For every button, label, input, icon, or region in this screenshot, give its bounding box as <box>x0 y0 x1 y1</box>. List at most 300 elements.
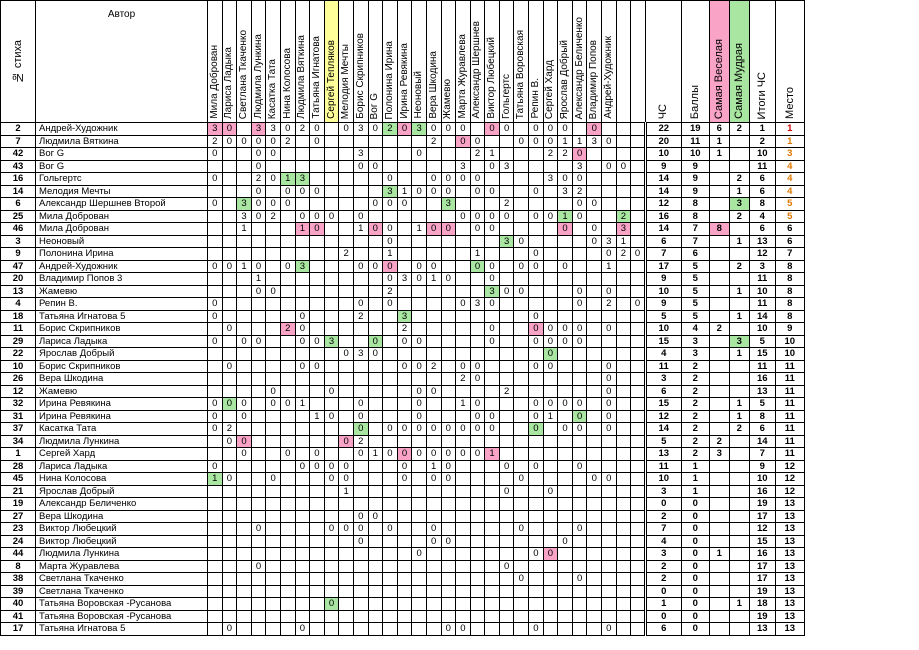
vote-cell <box>470 385 485 398</box>
vote-cell: 1 <box>295 223 310 236</box>
vote-cell <box>368 135 383 148</box>
vote-cell <box>208 373 223 386</box>
vote-cell <box>280 410 295 423</box>
vote-cell: 0 <box>514 135 529 148</box>
vote-cell <box>222 310 237 323</box>
vote-cell <box>602 310 617 323</box>
vote-cell <box>295 285 310 298</box>
vote-cell <box>208 248 223 261</box>
vote-cell <box>324 535 339 548</box>
vote-cell <box>208 548 223 561</box>
vote-cell <box>368 623 383 636</box>
vote-cell <box>397 598 412 611</box>
vote-cell: 0 <box>441 173 456 186</box>
header-voter: Андрей-Художник <box>602 1 617 123</box>
vote-cell <box>251 323 266 336</box>
vote-cell: 0 <box>470 448 485 461</box>
vote-cell <box>383 410 398 423</box>
header-voter: Вог G <box>368 1 383 123</box>
vote-cell: 0 <box>631 248 646 261</box>
vote-cell <box>499 335 514 348</box>
vote-cell <box>310 323 325 336</box>
vote-cell: 3 <box>397 273 412 286</box>
vote-cell <box>631 535 646 548</box>
vote-cell <box>514 185 529 198</box>
stat-cell: 13 <box>775 585 804 598</box>
vote-cell <box>441 310 456 323</box>
vote-cell: 0 <box>426 260 441 273</box>
author-name: Лариса Ладыка <box>36 335 208 348</box>
vote-cell: 0 <box>529 460 544 473</box>
vote-cell <box>251 435 266 448</box>
vote-cell <box>470 485 485 498</box>
poem-number: 24 <box>1 535 36 548</box>
stat-cell: 13 <box>775 535 804 548</box>
vote-cell <box>631 185 646 198</box>
stat-cell: 2 <box>729 423 749 436</box>
vote-cell: 0 <box>543 398 558 411</box>
vote-cell: 0 <box>456 173 471 186</box>
vote-cell <box>558 360 573 373</box>
vote-cell <box>602 598 617 611</box>
vote-cell: 0 <box>514 473 529 486</box>
table-row <box>1 485 805 498</box>
vote-cell <box>310 273 325 286</box>
vote-cell <box>543 385 558 398</box>
author-name: Виктор Любецкий <box>36 523 208 536</box>
vote-cell <box>631 310 646 323</box>
vote-cell <box>616 598 631 611</box>
vote-cell <box>310 473 325 486</box>
vote-cell <box>572 435 587 448</box>
vote-cell <box>397 223 412 236</box>
stat-cell: 2 <box>681 373 709 386</box>
vote-cell <box>558 623 573 636</box>
stat-cell <box>709 210 729 223</box>
vote-cell <box>441 510 456 523</box>
vote-cell <box>514 198 529 211</box>
stat-cell: 1 <box>729 348 749 361</box>
vote-cell <box>485 173 500 186</box>
vote-cell: 0 <box>324 460 339 473</box>
vote-cell: 3 <box>383 185 398 198</box>
vote-cell: 1 <box>616 235 631 248</box>
vote-cell <box>324 485 339 498</box>
stat-cell: 16 <box>645 210 681 223</box>
vote-cell <box>339 398 354 411</box>
vote-cell <box>310 523 325 536</box>
stat-cell <box>709 248 729 261</box>
vote-cell <box>587 248 602 261</box>
vote-cell <box>368 298 383 311</box>
vote-cell: 0 <box>412 448 427 461</box>
vote-cell <box>310 348 325 361</box>
vote-cell: 0 <box>353 523 368 536</box>
vote-cell <box>485 398 500 411</box>
vote-cell: 0 <box>412 360 427 373</box>
vote-cell <box>572 235 587 248</box>
poem-number: 3 <box>1 235 36 248</box>
table-row <box>1 535 805 548</box>
vote-cell <box>295 573 310 586</box>
vote-cell: 3 <box>324 335 339 348</box>
stat-cell: 9 <box>645 298 681 311</box>
vote-cell <box>353 623 368 636</box>
vote-cell <box>514 373 529 386</box>
stat-cell <box>729 610 749 623</box>
vote-cell: 2 <box>397 323 412 336</box>
vote-cell <box>266 298 281 311</box>
stat-cell: 9 <box>645 160 681 173</box>
vote-cell <box>616 535 631 548</box>
vote-cell <box>441 135 456 148</box>
header-voter: Борис Скрипников <box>353 1 368 123</box>
author-name: Репин В. <box>36 298 208 311</box>
vote-cell <box>529 610 544 623</box>
vote-cell <box>397 498 412 511</box>
vote-cell: 0 <box>426 123 441 136</box>
vote-cell <box>558 585 573 598</box>
author-name: Ярослав Добрый <box>36 348 208 361</box>
vote-cell: 0 <box>441 123 456 136</box>
author-name: Татьяна Игнатова 5 <box>36 310 208 323</box>
vote-cell <box>310 160 325 173</box>
poem-number: 19 <box>1 498 36 511</box>
vote-cell <box>616 360 631 373</box>
vote-cell <box>266 598 281 611</box>
stat-cell: 12 <box>775 460 804 473</box>
vote-cell <box>295 523 310 536</box>
vote-cell <box>602 610 617 623</box>
vote-cell <box>529 485 544 498</box>
vote-cell <box>353 335 368 348</box>
vote-cell <box>543 573 558 586</box>
vote-cell <box>602 485 617 498</box>
stat-cell <box>709 460 729 473</box>
header-voter: Ярослав Добрый <box>558 1 573 123</box>
vote-cell <box>456 548 471 561</box>
vote-cell <box>543 298 558 311</box>
vote-cell <box>426 585 441 598</box>
vote-cell <box>295 448 310 461</box>
table-row <box>1 335 805 348</box>
vote-cell <box>266 610 281 623</box>
vote-cell <box>266 373 281 386</box>
vote-cell <box>426 485 441 498</box>
stat-cell <box>729 323 749 336</box>
stat-cell: 0 <box>681 623 709 636</box>
vote-cell <box>499 173 514 186</box>
vote-cell <box>558 510 573 523</box>
vote-cell <box>485 235 500 248</box>
vote-cell <box>222 235 237 248</box>
vote-cell: 1 <box>251 273 266 286</box>
vote-cell <box>237 173 252 186</box>
vote-cell <box>280 460 295 473</box>
vote-cell <box>353 610 368 623</box>
stat-cell: 10 <box>645 148 681 161</box>
vote-cell <box>529 273 544 286</box>
vote-cell <box>426 435 441 448</box>
vote-cell <box>616 198 631 211</box>
stat-cell: 1 <box>729 410 749 423</box>
vote-cell <box>295 473 310 486</box>
vote-cell <box>266 548 281 561</box>
vote-cell <box>383 310 398 323</box>
vote-cell <box>237 485 252 498</box>
vote-cell <box>397 435 412 448</box>
stat-cell: 2 <box>749 135 775 148</box>
vote-cell <box>514 248 529 261</box>
vote-cell <box>397 373 412 386</box>
vote-cell <box>572 310 587 323</box>
vote-cell <box>266 185 281 198</box>
vote-cell <box>339 623 354 636</box>
vote-cell <box>543 523 558 536</box>
author-name: Касатка Тата <box>36 423 208 436</box>
vote-cell: 2 <box>543 148 558 161</box>
vote-cell <box>602 573 617 586</box>
vote-cell: 0 <box>412 273 427 286</box>
header-voter: Мелодия Мечты <box>339 1 354 123</box>
header-stat: Самая Веселая <box>709 1 729 123</box>
vote-cell <box>514 535 529 548</box>
vote-cell: 1 <box>353 223 368 236</box>
stat-cell <box>729 448 749 461</box>
vote-cell <box>251 385 266 398</box>
vote-cell <box>587 348 602 361</box>
vote-cell <box>222 348 237 361</box>
vote-cell <box>631 285 646 298</box>
stat-cell: 3 <box>729 335 749 348</box>
vote-cell <box>237 523 252 536</box>
vote-cell <box>514 510 529 523</box>
vote-cell: 0 <box>602 398 617 411</box>
vote-cell <box>485 460 500 473</box>
vote-cell <box>470 623 485 636</box>
vote-cell <box>237 423 252 436</box>
vote-cell <box>572 598 587 611</box>
stat-cell: 9 <box>681 185 709 198</box>
vote-cell <box>383 485 398 498</box>
vote-cell <box>295 423 310 436</box>
vote-cell: 0 <box>266 398 281 411</box>
vote-cell: 0 <box>280 448 295 461</box>
vote-cell: 3 <box>208 123 223 136</box>
vote-cell <box>572 373 587 386</box>
vote-cell <box>339 148 354 161</box>
poem-number: 46 <box>1 223 36 236</box>
vote-cell: 2 <box>499 198 514 211</box>
header-voter: Татьяна Игнатова <box>310 1 325 123</box>
vote-cell: 0 <box>397 198 412 211</box>
stat-cell: 2 <box>645 560 681 573</box>
vote-cell <box>441 348 456 361</box>
vote-cell <box>222 285 237 298</box>
vote-cell <box>529 160 544 173</box>
vote-cell: 0 <box>543 335 558 348</box>
vote-cell <box>412 135 427 148</box>
vote-cell: 0 <box>266 285 281 298</box>
vote-cell <box>383 160 398 173</box>
vote-cell <box>339 598 354 611</box>
vote-cell: 0 <box>310 135 325 148</box>
stat-cell <box>729 585 749 598</box>
vote-cell: 0 <box>324 473 339 486</box>
stat-cell: 17 <box>749 573 775 586</box>
stat-cell <box>709 385 729 398</box>
vote-cell <box>514 223 529 236</box>
vote-cell <box>222 598 237 611</box>
vote-cell <box>587 535 602 548</box>
vote-cell <box>368 410 383 423</box>
vote-cell <box>426 198 441 211</box>
vote-cell <box>339 360 354 373</box>
vote-cell <box>470 273 485 286</box>
vote-cell: 0 <box>558 398 573 411</box>
vote-cell <box>587 610 602 623</box>
vote-cell <box>499 298 514 311</box>
stat-cell: 1 <box>729 285 749 298</box>
stat-cell: 12 <box>749 248 775 261</box>
vote-cell <box>456 485 471 498</box>
vote-cell <box>426 410 441 423</box>
vote-cell <box>426 310 441 323</box>
vote-cell <box>280 523 295 536</box>
stat-cell: 1 <box>775 135 804 148</box>
vote-cell <box>514 448 529 461</box>
vote-cell <box>514 623 529 636</box>
vote-cell <box>397 173 412 186</box>
vote-cell <box>412 460 427 473</box>
vote-cell: 0 <box>529 260 544 273</box>
vote-cell: 0 <box>529 135 544 148</box>
vote-cell <box>470 348 485 361</box>
vote-cell <box>514 360 529 373</box>
vote-cell <box>412 348 427 361</box>
vote-cell <box>222 498 237 511</box>
vote-cell: 0 <box>456 423 471 436</box>
stat-cell: 11 <box>775 410 804 423</box>
vote-cell <box>616 510 631 523</box>
vote-cell: 0 <box>339 460 354 473</box>
header-voter: Александр Беличенко <box>572 1 587 123</box>
vote-cell <box>208 598 223 611</box>
vote-cell: 0 <box>266 148 281 161</box>
vote-cell <box>251 298 266 311</box>
vote-cell <box>383 373 398 386</box>
vote-cell <box>368 185 383 198</box>
vote-cell <box>499 435 514 448</box>
vote-cell: 0 <box>208 298 223 311</box>
vote-cell <box>237 598 252 611</box>
stat-cell: 14 <box>645 423 681 436</box>
vote-cell <box>324 423 339 436</box>
vote-cell: 2 <box>470 148 485 161</box>
vote-cell: 0 <box>383 273 398 286</box>
vote-cell: 1 <box>543 410 558 423</box>
stat-cell: 6 <box>749 223 775 236</box>
author-name: Полонина Ирина <box>36 248 208 261</box>
author-name: Нина Колосова <box>36 473 208 486</box>
poem-number: 11 <box>1 323 36 336</box>
vote-cell: 1 <box>426 460 441 473</box>
stat-cell: 11 <box>775 435 804 448</box>
vote-cell <box>280 548 295 561</box>
vote-cell <box>237 535 252 548</box>
vote-cell <box>470 498 485 511</box>
vote-cell <box>222 523 237 536</box>
author-name: Ирина Ревякина <box>36 398 208 411</box>
vote-cell: 0 <box>426 535 441 548</box>
vote-cell <box>339 298 354 311</box>
vote-cell <box>266 485 281 498</box>
vote-cell <box>514 598 529 611</box>
vote-cell <box>295 160 310 173</box>
vote-cell <box>587 335 602 348</box>
vote-cell: 0 <box>310 185 325 198</box>
vote-cell <box>616 448 631 461</box>
vote-cell: 0 <box>324 385 339 398</box>
vote-cell <box>324 498 339 511</box>
vote-cell <box>514 460 529 473</box>
vote-cell <box>587 585 602 598</box>
stat-cell: 3 <box>645 373 681 386</box>
vote-cell <box>397 385 412 398</box>
vote-cell <box>631 335 646 348</box>
header-voter <box>616 1 631 123</box>
vote-cell <box>470 573 485 586</box>
vote-cell <box>456 473 471 486</box>
vote-cell: 0 <box>558 173 573 186</box>
table-row <box>1 348 805 361</box>
vote-cell <box>324 623 339 636</box>
vote-cell <box>441 210 456 223</box>
vote-cell: 0 <box>470 423 485 436</box>
vote-cell: 0 <box>353 535 368 548</box>
vote-cell <box>368 273 383 286</box>
vote-cell <box>368 435 383 448</box>
vote-cell <box>631 373 646 386</box>
vote-cell <box>529 598 544 611</box>
header-voter: Александр Шершнев <box>470 1 485 123</box>
vote-cell: 0 <box>470 223 485 236</box>
vote-cell <box>280 598 295 611</box>
stat-cell: 6 <box>645 235 681 248</box>
vote-cell: 0 <box>543 210 558 223</box>
table-row <box>1 498 805 511</box>
vote-cell: 1 <box>456 398 471 411</box>
vote-cell: 0 <box>514 573 529 586</box>
stat-cell: 1 <box>681 485 709 498</box>
vote-cell <box>339 323 354 336</box>
vote-cell <box>412 473 427 486</box>
vote-cell <box>208 323 223 336</box>
vote-cell <box>441 298 456 311</box>
vote-cell <box>543 310 558 323</box>
vote-cell <box>412 610 427 623</box>
vote-cell <box>572 448 587 461</box>
vote-cell <box>339 335 354 348</box>
vote-cell <box>470 510 485 523</box>
vote-cell: 3 <box>237 210 252 223</box>
stat-cell: 11 <box>645 460 681 473</box>
vote-cell <box>514 423 529 436</box>
vote-cell <box>310 148 325 161</box>
author-name: Борис Скрипников <box>36 360 208 373</box>
vote-cell: 0 <box>529 210 544 223</box>
poem-number: 41 <box>1 610 36 623</box>
